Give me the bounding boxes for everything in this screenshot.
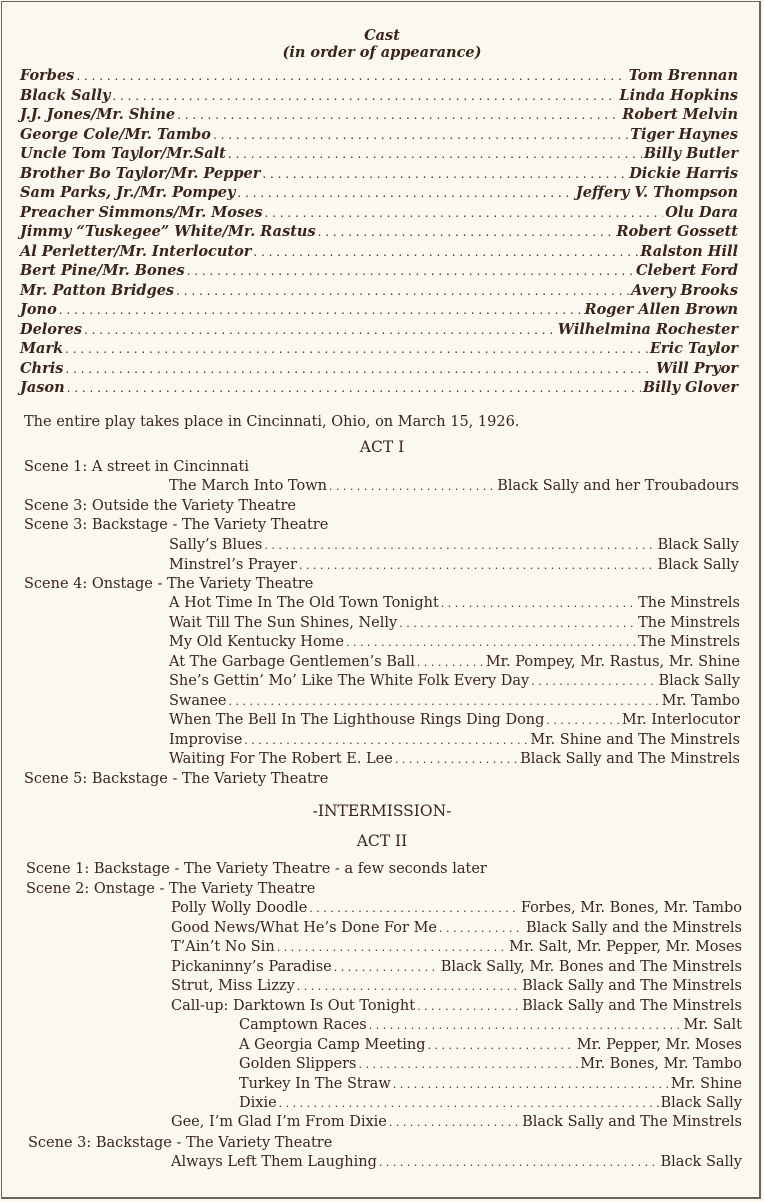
setting-note: The entire play takes place in Cincinnati, Ohio, on March 15, 1926.: [24, 414, 520, 430]
song-row: [239, 1095, 742, 1111]
dot-leader: [417, 654, 484, 670]
cast-actor: Will Pryor: [656, 359, 738, 377]
song-title: My Old Kentucky Home: [169, 634, 345, 650]
dot-leader: [112, 88, 617, 104]
song-performer: Black Sally and The Minstrels: [520, 751, 740, 767]
song-row: [171, 1154, 742, 1170]
song-title: Good News/What He’s Done For Me: [171, 919, 437, 936]
dot-leader: [546, 712, 619, 728]
song-title: She’s Gettin’ Mo’ Like The White Folk Every Day: [169, 673, 530, 689]
dot-leader: [531, 673, 656, 689]
song-row: [169, 673, 740, 689]
song-title: Minstrel’s Prayer: [169, 556, 297, 573]
song-performer: Black Sally: [660, 1095, 742, 1111]
dot-leader: [84, 322, 556, 338]
song-title: Polly Wolly Doodle: [171, 900, 308, 916]
song-title: Always Left Them Laughing: [171, 1154, 377, 1170]
song-title: Wait Till The Sun Shines, Nelly: [169, 614, 398, 631]
dot-leader: [318, 224, 615, 240]
cast-row: [20, 223, 738, 240]
cast-actor: Tiger Haynes: [630, 125, 738, 143]
cast-row: [20, 360, 738, 377]
song-performer: Black Sally and The Minstrels: [522, 1114, 742, 1130]
song-title: Dixie: [239, 1095, 277, 1111]
song-performer: Black Sally: [657, 556, 739, 573]
cast-row: [20, 262, 738, 279]
song-title: Improvise: [169, 731, 243, 748]
song-row: [169, 634, 740, 650]
song-row: [169, 732, 740, 748]
cast-role: Sam Parks, Jr./Mr. Pompey: [20, 184, 236, 201]
cast-role: Uncle Tom Taylor/Mr.Salt: [20, 145, 226, 162]
cast-row: [20, 165, 738, 182]
dot-leader: [417, 998, 520, 1014]
song-performer: Black Sally and her Troubadours: [497, 478, 739, 494]
song-performer: The Minstrels: [638, 634, 740, 650]
cast-role: Delores: [20, 320, 83, 338]
dot-leader: [399, 615, 636, 631]
dot-leader: [379, 1154, 659, 1170]
dot-leader: [177, 107, 620, 123]
dot-leader: [369, 1017, 682, 1033]
dot-leader: [393, 1076, 669, 1092]
dot-leader: [76, 68, 626, 84]
song-row: [169, 537, 739, 553]
cast-row: [20, 301, 738, 318]
dot-leader: [329, 478, 495, 494]
cast-role: Jimmy “Tuskegee” White/Mr. Rastus: [20, 223, 316, 240]
song-row: [239, 1076, 742, 1092]
dot-leader: [176, 283, 629, 299]
cast-actor: Olu Dara: [665, 203, 738, 221]
cast-actor: Roger Allen Brown: [584, 301, 738, 318]
cast-role: Mark: [20, 340, 64, 357]
cast-actor: Billy Butler: [643, 145, 738, 162]
cast-role: Bert Pine/Mr. Bones: [20, 262, 185, 279]
cast-role: Black Sally: [20, 86, 111, 104]
cast-row: [20, 282, 738, 299]
song-row: [171, 998, 742, 1014]
song-row: [171, 900, 742, 916]
song-row: [171, 1114, 742, 1130]
cast-row: [20, 379, 738, 396]
act2-scene1: Scene 1: Backstage - The Variety Theatre - a few seconds later: [26, 861, 487, 877]
song-row: [169, 712, 740, 728]
song-performer: Black Sally and The Minstrels: [522, 997, 742, 1014]
cast-actor: Jeffery V. Thompson: [575, 184, 738, 201]
song-title: Waiting For The Robert E. Lee: [169, 751, 393, 767]
song-performer: Mr. Bones, Mr. Tambo: [580, 1056, 742, 1072]
dot-leader: [359, 1056, 579, 1072]
cast-row: [20, 204, 738, 221]
song-title: Golden Slippers: [239, 1056, 357, 1072]
song-row: [169, 615, 740, 631]
dot-leader: [65, 361, 654, 377]
act2-scene3: Scene 3: Backstage - The Variety Theatre: [28, 1135, 333, 1151]
song-title: Strut, Miss Lizzy: [171, 978, 295, 994]
song-row: [169, 693, 740, 709]
act1-scene2: Scene 3: Outside the Variety Theatre: [24, 498, 296, 514]
song-row: [171, 939, 742, 955]
dot-leader: [187, 263, 634, 279]
dot-leader: [334, 959, 439, 975]
cast-actor: Eric Taylor: [649, 340, 738, 357]
dot-leader: [395, 751, 518, 767]
song-performer: Black Sally, Mr. Bones and The Minstrels: [440, 958, 742, 975]
cast-role: Mr. Patton Bridges: [20, 281, 175, 299]
song-performer: Black Sally and the Minstrels: [525, 919, 742, 936]
cast-row: [20, 321, 738, 338]
song-row: [239, 1056, 742, 1072]
dot-leader: [237, 185, 574, 201]
cast-actor: Ralston Hill: [640, 242, 738, 260]
song-row: [169, 478, 739, 494]
song-performer: Black Sally and The Minstrels: [522, 978, 742, 994]
dot-leader: [229, 693, 660, 709]
song-row: [171, 978, 742, 994]
song-row: [169, 557, 739, 573]
song-performer: The Minstrels: [638, 595, 740, 611]
dot-leader: [264, 537, 655, 553]
song-performer: Mr. Salt: [683, 1017, 742, 1033]
song-row: [239, 1037, 742, 1053]
act1-scene1: Scene 1: A street in Cincinnati: [24, 459, 249, 475]
song-title: A Georgia Camp Meeting: [239, 1036, 426, 1053]
intermission: -INTERMISSION-: [312, 802, 452, 820]
act2-scene2: Scene 2: Onstage - The Variety Theatre: [26, 881, 316, 897]
dot-leader: [441, 595, 636, 611]
song-performer: Black Sally: [657, 537, 739, 553]
song-title: Swanee: [169, 692, 227, 709]
cast-actor: Linda Hopkins: [619, 86, 738, 104]
song-performer: Black Sally: [660, 1154, 742, 1170]
dot-leader: [65, 341, 648, 357]
song-title: Pickaninny’s Paradise: [171, 958, 332, 975]
song-performer: Mr. Shine: [670, 1075, 742, 1092]
song-title: At The Garbage Gentlemen’s Ball: [169, 653, 415, 670]
dot-leader: [277, 939, 507, 955]
cast-role: Jason: [20, 379, 65, 396]
cast-row: [20, 106, 738, 123]
act1-title: ACT I: [359, 438, 405, 456]
dot-leader: [297, 978, 520, 994]
song-title: T’Ain’t No Sin: [171, 939, 275, 955]
song-row: [169, 654, 740, 670]
cast-role: Preacher Simmons/Mr. Moses: [20, 203, 263, 221]
cast-row: [20, 67, 738, 84]
song-title: Camptown Races: [239, 1017, 367, 1033]
act1-scene3: Scene 3: Backstage - The Variety Theatre: [24, 517, 329, 533]
cast-actor: Tom Brennan: [628, 67, 738, 84]
cast-role: J.J. Jones/Mr. Shine: [20, 106, 176, 123]
act2-title: ACT II: [356, 832, 408, 850]
song-performer: Mr. Interlocutor: [621, 712, 740, 728]
cast-role: Brother Bo Taylor/Mr. Pepper: [20, 164, 261, 182]
song-performer: Mr. Salt, Mr. Pepper, Mr. Moses: [509, 939, 742, 955]
dot-leader: [309, 900, 519, 916]
act1-scene5: Scene 5: Backstage - The Variety Theatre: [24, 771, 329, 787]
dot-leader: [59, 302, 583, 318]
song-performer: Forbes, Mr. Bones, Mr. Tambo: [520, 900, 742, 916]
dot-leader: [346, 634, 636, 650]
cast-actor: Billy Glover: [642, 379, 738, 396]
song-row: [171, 959, 742, 975]
cast-row: [20, 184, 738, 201]
dot-leader: [213, 127, 628, 143]
song-title: Sally’s Blues: [169, 537, 263, 553]
dot-leader: [253, 244, 638, 260]
cast-row: [20, 87, 738, 104]
song-performer: Mr. Pompey, Mr. Rastus, Mr. Shine: [485, 653, 740, 670]
dot-leader: [67, 380, 641, 396]
dot-leader: [299, 557, 656, 573]
song-title: A Hot Time In The Old Town Tonight: [169, 595, 439, 611]
cast-row: [20, 340, 738, 357]
song-title: Turkey In The Straw: [239, 1075, 391, 1092]
cast-actor: Robert Gossett: [616, 223, 738, 240]
song-row: [169, 595, 740, 611]
song-row: [169, 751, 740, 767]
dot-leader: [265, 205, 664, 221]
song-performer: Mr. Pepper, Mr. Moses: [576, 1036, 742, 1053]
cast-actor: Wilhelmina Rochester: [557, 320, 738, 338]
cast-role: Forbes: [20, 67, 75, 84]
song-performer: Mr. Shine and The Minstrels: [530, 731, 740, 748]
song-performer: Mr. Tambo: [661, 692, 740, 709]
cast-row: [20, 145, 738, 162]
cast-actor: Clebert Ford: [636, 262, 738, 279]
cast-actor: Dickie Harris: [629, 164, 738, 182]
song-title: When The Bell In The Lighthouse Rings Ding Dong: [169, 712, 545, 728]
dot-leader: [228, 146, 642, 162]
song-row: [239, 1017, 742, 1033]
cast-role: George Cole/Mr. Tambo: [20, 125, 211, 143]
song-row: [171, 920, 742, 936]
cast-role: Chris: [20, 359, 64, 377]
cast-actor: Robert Melvin: [622, 106, 738, 123]
dot-leader: [244, 732, 528, 748]
dot-leader: [262, 166, 627, 182]
dot-leader: [428, 1037, 575, 1053]
cast-role: Al Perletter/Mr. Interlocutor: [20, 242, 252, 260]
cast-subheading: (in order of appearance): [282, 44, 482, 61]
dot-leader: [439, 920, 524, 936]
cast-row: [20, 126, 738, 143]
song-title: The March Into Town: [169, 478, 327, 494]
cast-actor: Avery Brooks: [631, 281, 738, 299]
cast-heading: Cast: [364, 27, 400, 44]
song-title: Gee, I’m Glad I’m From Dixie: [171, 1114, 387, 1130]
song-performer: The Minstrels: [638, 614, 740, 631]
cast-role: Jono: [20, 301, 57, 318]
song-performer: Black Sally: [658, 673, 740, 689]
song-title: Call-up: Darktown Is Out Tonight: [171, 997, 416, 1014]
dot-leader: [279, 1095, 659, 1111]
cast-row: [20, 243, 738, 260]
act1-scene4: Scene 4: Onstage - The Variety Theatre: [24, 576, 314, 592]
dot-leader: [389, 1114, 520, 1130]
